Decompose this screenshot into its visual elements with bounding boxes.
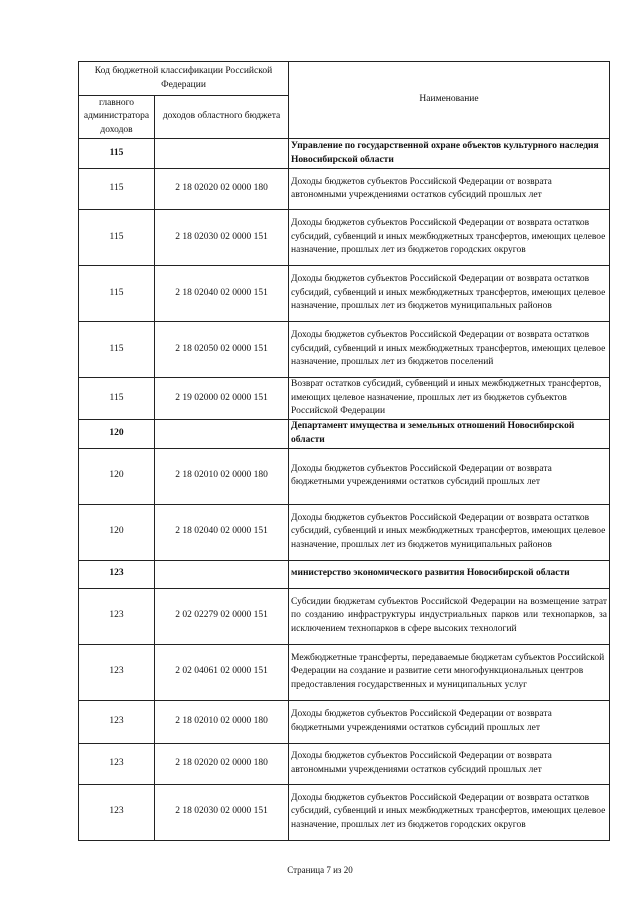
name-cell: Доходы бюджетов субъектов Российской Федерации от возврата автономными учреждениями остатков субсидий прошлых лет (289, 169, 610, 210)
admin-code-cell: 120 (79, 419, 155, 448)
admin-code-cell: 115 (79, 378, 155, 420)
table-body (79, 139, 610, 841)
table-row (79, 644, 610, 700)
name-cell: Доходы бюджетов субъектов Российской Федерации от возврата остатков субсидий, субвенций и иных межбюджетных трансфертов, имеющих целевое назначение, прошлых лет из бюджетов городских округов (289, 784, 610, 840)
header-code-group: Код бюджетной классификации Российской Федерации (79, 62, 289, 96)
admin-code-cell: 123 (79, 700, 155, 743)
name-cell: Доходы бюджетов субъектов Российской Федерации от возврата остатков субсидий, субвенций и иных межбюджетных трансфертов, имеющих целевое назначение, прошлых лет из бюджетов поселений (289, 322, 610, 378)
header-name: Наименование (289, 62, 610, 139)
income-code-cell: 2 18 02010 02 0000 180 (155, 700, 289, 743)
name-cell: Возврат остатков субсидий, субвенций и иных межбюджетных трансфертов, имеющих целевое назначение, прошлых лет из бюджетов субъектов Российской Федерации (289, 378, 610, 420)
income-code-cell (155, 560, 289, 588)
section-row (79, 419, 610, 448)
table-row (79, 266, 610, 322)
name-cell: Управление по государственной охране объектов культурного наследия Новосибирской области (289, 139, 610, 169)
table-row (79, 210, 610, 266)
admin-code-cell: 123 (79, 588, 155, 644)
table-row (79, 504, 610, 560)
income-code-cell: 2 18 02040 02 0000 151 (155, 266, 289, 322)
admin-code-cell: 123 (79, 743, 155, 784)
name-cell: Доходы бюджетов субъектов Российской Федерации от возврата бюджетными учреждениями остатков субсидий прошлых лет (289, 700, 610, 743)
admin-code-cell: 115 (79, 266, 155, 322)
table-row (79, 743, 610, 784)
table-row (79, 322, 610, 378)
name-cell: Департамент имущества и земельных отношений Новосибирской области (289, 419, 610, 448)
table-row (79, 448, 610, 504)
table-row (79, 169, 610, 210)
income-code-cell: 2 02 04061 02 0000 151 (155, 644, 289, 700)
admin-code-cell: 115 (79, 322, 155, 378)
name-cell: Доходы бюджетов субъектов Российской Федерации от возврата автономными учреждениями остатков субсидий прошлых лет (289, 743, 610, 784)
header-admin: главного администратора доходов (79, 96, 155, 139)
budget-classification-table (78, 61, 610, 841)
section-row (79, 139, 610, 169)
admin-code-cell: 123 (79, 644, 155, 700)
admin-code-cell: 120 (79, 448, 155, 504)
table-row (79, 588, 610, 644)
table-row (79, 378, 610, 420)
name-cell: Доходы бюджетов субъектов Российской Федерации от возврата остатков субсидий, субвенций и иных межбюджетных трансфертов, имеющих целевое назначение, прошлых лет из бюджетов муниципальных районов (289, 266, 610, 322)
income-code-cell (155, 139, 289, 169)
name-cell: Доходы бюджетов субъектов Российской Федерации от возврата остатков субсидий, субвенций и иных межбюджетных трансфертов, имеющих целевое назначение, прошлых лет из бюджетов городских округов (289, 210, 610, 266)
name-cell: Субсидии бюджетам субъектов Российской Федерации на возмещение затрат по созданию инфраструктуры индустриальных парков или технопарков, за исключением технопарков в сфере высоких технологий (289, 588, 610, 644)
admin-code-cell: 120 (79, 504, 155, 560)
admin-code-cell: 115 (79, 210, 155, 266)
income-code-cell: 2 18 02030 02 0000 151 (155, 784, 289, 840)
income-code-cell (155, 419, 289, 448)
table-row (79, 700, 610, 743)
admin-code-cell: 115 (79, 139, 155, 169)
name-cell: Межбюджетные трансферты, передаваемые бюджетам субъектов Российской Федерации на создание и развитие сети многофункциональных центров предоставления государственных и муниципальных услуг (289, 644, 610, 700)
section-row (79, 560, 610, 588)
name-cell: Доходы бюджетов субъектов Российской Федерации от возврата остатков субсидий, субвенций и иных межбюджетных трансфертов, имеющих целевое назначение, прошлых лет из бюджетов муниципальных районов (289, 504, 610, 560)
document-page (78, 61, 609, 841)
income-code-cell: 2 19 02000 02 0000 151 (155, 378, 289, 420)
income-code-cell: 2 18 02050 02 0000 151 (155, 322, 289, 378)
income-code-cell: 2 02 02279 02 0000 151 (155, 588, 289, 644)
admin-code-cell: 123 (79, 560, 155, 588)
table-row (79, 784, 610, 840)
income-code-cell: 2 18 02010 02 0000 180 (155, 448, 289, 504)
name-cell: Доходы бюджетов субъектов Российской Федерации от возврата бюджетными учреждениями остатков субсидий прошлых лет (289, 448, 610, 504)
income-code-cell: 2 18 02020 02 0000 180 (155, 169, 289, 210)
name-cell: министерство экономического развития Новосибирской области (289, 560, 610, 588)
header-income: доходов областного бюджета (155, 96, 289, 139)
page-number: Страница 7 из 20 (287, 865, 353, 875)
income-code-cell: 2 18 02020 02 0000 180 (155, 743, 289, 784)
income-code-cell: 2 18 02040 02 0000 151 (155, 504, 289, 560)
admin-code-cell: 115 (79, 169, 155, 210)
income-code-cell: 2 18 02030 02 0000 151 (155, 210, 289, 266)
admin-code-cell: 123 (79, 784, 155, 840)
